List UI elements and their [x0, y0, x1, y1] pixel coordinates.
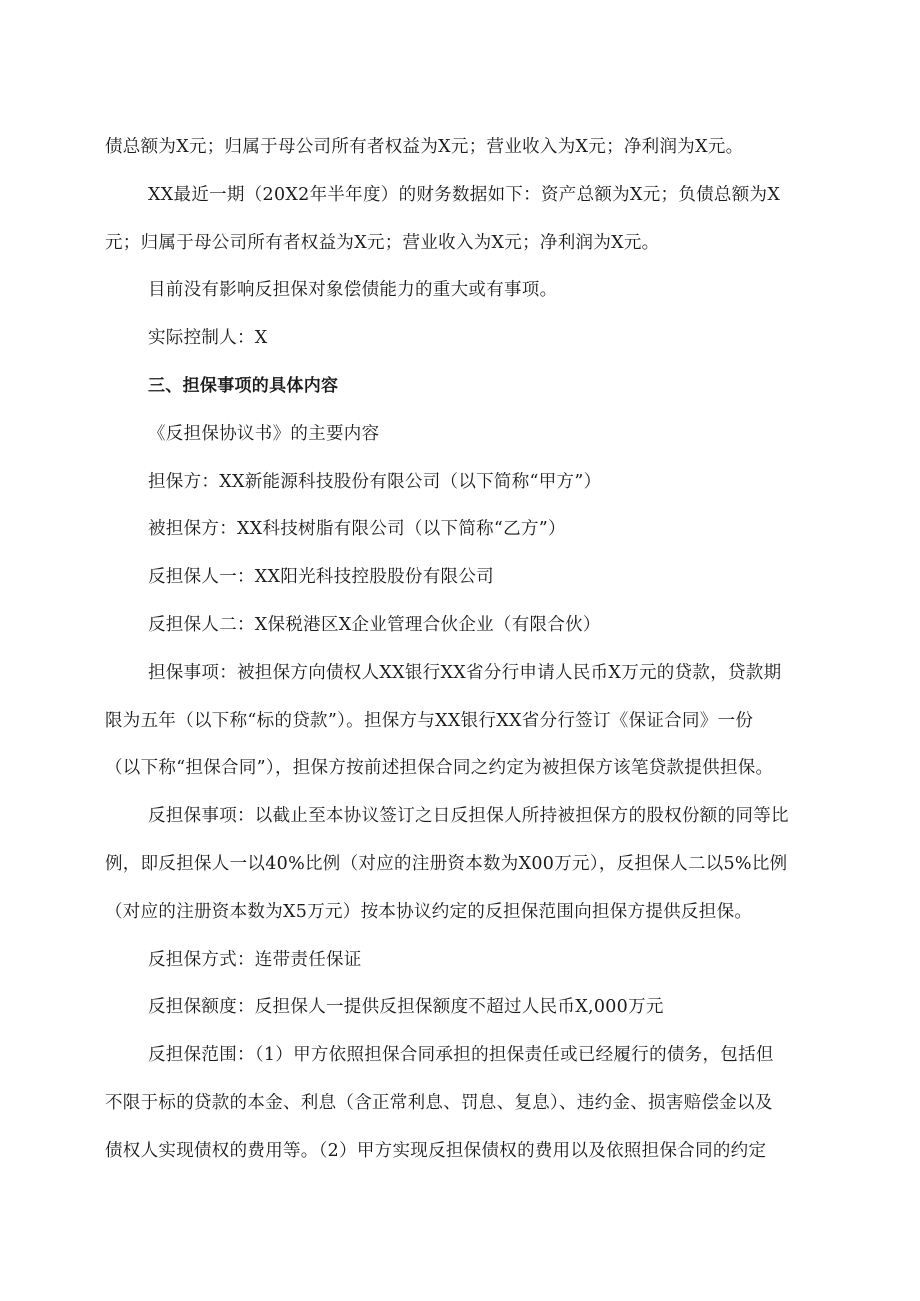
text-line: 被担保方：XX科技树脂有限公司（以下简称“乙方”） [148, 519, 566, 540]
text-line: 反担保范围：（1）甲方依照担保合同承担的担保责任或已经履行的债务，包括但 [148, 1045, 774, 1066]
paragraph [105, 459, 821, 507]
text-line: 限为五年（以下称“标的贷款”）。担保方与XX银行XX省分行签订《保证合同》一份 [105, 710, 754, 731]
text-line: 目前没有影响反担保对象偿债能力的重大或有事项。 [148, 280, 558, 301]
text-line: 担保事项：被担保方向债权人XX银行XX省分行申请人民币X万元的贷款，贷款期 [148, 662, 782, 683]
paragraph [105, 984, 821, 1032]
text-line: 实际控制人：X [148, 328, 268, 349]
text-line: 反担保事项：以截止至本协议签订之日反担保人所持被担保方的股权份额的同等比 [148, 806, 789, 827]
text-line: 反担保额度：反担保人一提供反担保额度不超过人民币X,000万元 [148, 997, 664, 1018]
paragraph [105, 411, 821, 459]
paragraph [105, 650, 821, 793]
paragraph [105, 315, 821, 363]
paragraph [105, 172, 821, 268]
paragraph [105, 1032, 821, 1175]
text-line: 《反担保协议书》的主要内容 [148, 423, 380, 444]
paragraph [105, 937, 821, 985]
text-line: XX最近一期（20X2年半年度）的财务数据如下：资产总额为X元；负债总额为X [148, 184, 781, 205]
paragraph [105, 602, 821, 650]
text-line: 例，即反担保人一以40%比例（对应的注册资本数为X00万元），反担保人二以5%比例 [105, 853, 788, 874]
text-line: 元；归属于母公司所有者权益为X元；营业收入为X元；净利润为X元。 [105, 232, 660, 253]
paragraph [105, 554, 821, 602]
text-line: 反担保人一：XX阳光科技控股股份有限公司 [148, 567, 494, 588]
text-line: （以下称“担保合同”），担保方按前述担保合同之约定为被担保方该笔贷款提供担保。 [105, 758, 774, 779]
section-heading [105, 363, 821, 411]
text-line: 担保方：XX新能源科技股份有限公司（以下简称“甲方”） [148, 471, 602, 492]
text-line: 不限于标的贷款的本金、利息（含正常利息、罚息、复息）、违约金、损害赔偿金以及 [105, 1092, 773, 1113]
paragraph [105, 124, 821, 172]
text-line: （对应的注册资本数为X5万元）按本协议约定的反担保范围向担保方提供反担保。 [105, 901, 753, 922]
text-line: 反担保方式：连带责任保证 [148, 949, 362, 970]
text-line: 债权人实现债权的费用等。（2）甲方实现反担保债权的费用以及依照担保合同的约定 [105, 1140, 767, 1161]
document-body [105, 124, 821, 1176]
paragraph [105, 267, 821, 315]
text-line: 债总额为X元；归属于母公司所有者权益为X元；营业收入为X元；净利润为X元。 [105, 137, 744, 157]
paragraph [105, 793, 821, 936]
paragraph [105, 506, 821, 554]
text-line: 三、担保事项的具体内容 [148, 375, 339, 396]
text-line: 反担保人二：X保税港区X企业管理合伙企业（有限合伙） [148, 614, 601, 635]
